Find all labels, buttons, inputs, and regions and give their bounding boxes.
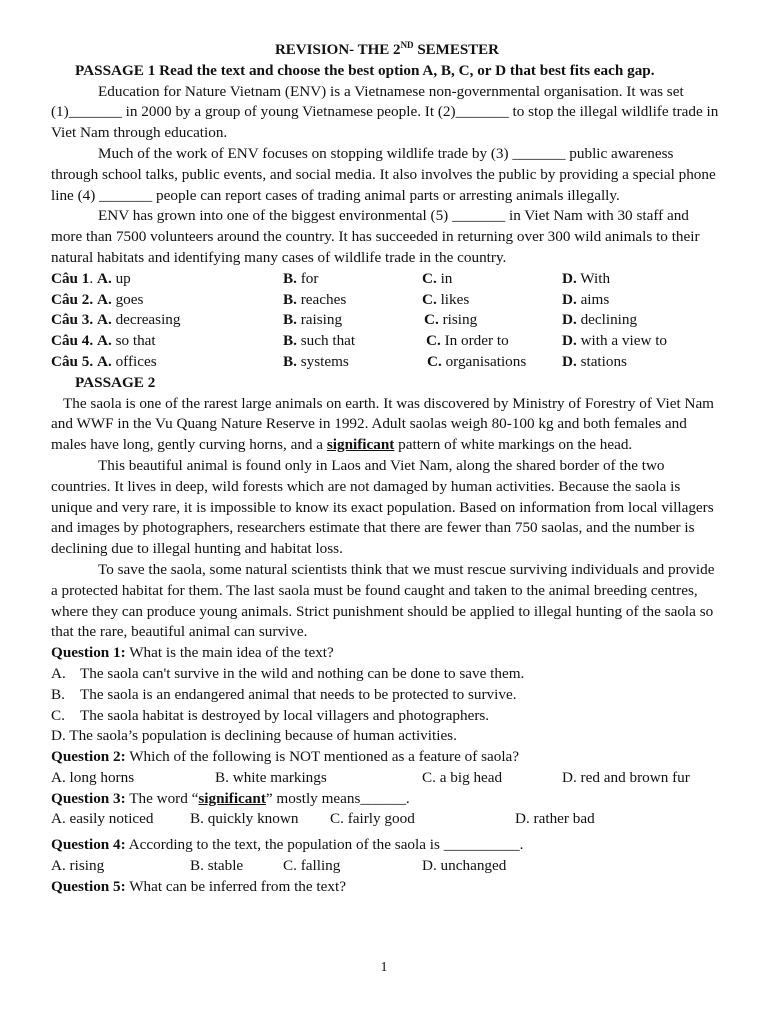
question-row: Câu 2. A. goes B. reaches C. likes D. aims bbox=[51, 290, 610, 308]
question-label: Question 1: bbox=[51, 644, 126, 662]
option-a: A. rising bbox=[51, 857, 105, 875]
question-label: Câu 5. bbox=[51, 352, 94, 370]
question-text: What is the main idea of the text? bbox=[125, 644, 334, 662]
question-label: Câu 4. bbox=[51, 332, 94, 350]
option-d: With bbox=[580, 269, 611, 287]
question-2 bbox=[51, 747, 723, 789]
question-label: Câu 1 bbox=[51, 269, 90, 287]
option-b: B. white markings bbox=[215, 768, 327, 786]
option-c: C. falling bbox=[283, 857, 341, 875]
document-body bbox=[51, 40, 723, 898]
option-a: A. The saola can't survive in the wild and nothing can be done to save them. bbox=[51, 664, 525, 682]
option-b: reaches bbox=[300, 290, 347, 308]
option-a: A. easily noticed bbox=[51, 810, 154, 828]
option-d: D. unchanged bbox=[422, 857, 507, 875]
question-label: Question 5: bbox=[51, 877, 126, 895]
option-b: B. quickly known bbox=[190, 810, 299, 828]
question-label: Question 3: bbox=[51, 789, 126, 807]
question-row: Câu 5. A. offices B. systems C. organisations D. stations bbox=[51, 352, 627, 370]
option-a: so that bbox=[115, 332, 156, 350]
option-a: decreasing bbox=[115, 311, 181, 329]
option-c: C. a big head bbox=[422, 768, 503, 786]
option-c: likes bbox=[440, 290, 470, 308]
passage1-paragraph-2: Much of the work of ENV focuses on stopping wildlife trade by (3) _______ public awareness through school talks, public events, and social media. It also involves the public by providing a special phone line (4) _______ people can report cases of trading animal parts or arresting animals illegally. bbox=[51, 144, 716, 204]
passage2-paragraph-2: This beautiful animal is found only in Laos and Viet Nam, along the shared border of the two countries. It lives in deep, wild forests which are not damaged by human activities. Because the saola is unique and very rare, it is impossible to know its exact population. Based on information from local villagers and images by photographers, researchers estimate that there are fewer than 750 saolas, and the number is declining due to illegal hunting and habitat loss. bbox=[51, 456, 714, 558]
passage1-heading: PASSAGE 1 Read the text and choose the best option A, B, C, or D that best fits each gap. bbox=[75, 61, 655, 79]
question-label: Question 4: bbox=[51, 836, 126, 854]
question-row: Câu 4. A. so that B. such that C. In order to D. with a view to bbox=[51, 332, 668, 350]
option-b: systems bbox=[300, 352, 349, 370]
passage1-questions bbox=[51, 269, 723, 373]
option-c: In order to bbox=[444, 332, 509, 350]
question-row: Câu 1. A. up B. for C. in D. With bbox=[51, 269, 611, 287]
option-d: with a view to bbox=[580, 332, 668, 350]
passage2-paragraph-1: The saola is one of the rarest large animals on earth. It was discovered by Ministry of Forestry of Viet Nam and WWF in the Vu Quang Nature Reserve in 1992. Adult saolas weigh 80-100 kg and both females and males have long, gently curving horns, and a significant pattern of white markings on the head. bbox=[51, 394, 714, 454]
option-c: in bbox=[440, 269, 453, 287]
option-c: organisations bbox=[445, 352, 527, 370]
passage2-paragraph-3: To save the saola, some natural scientists think that we must rescue surviving individuals and provide a protected habitat for them. The last saola must be found caught and taken to the animal breeding centres, where they can produce young animals. Strict punishment should be applied to illegal hunting of the saola so that the rare, beautiful animal can survive. bbox=[51, 560, 715, 641]
option-c: rising bbox=[442, 311, 478, 329]
passage1-paragraph-3: ENV has grown into one of the biggest environmental (5) _______ in Viet Nam with 30 staff and more than 7500 volunteers around the country. It has succeeded in returning over 300 wild animals to their natural habitats and identifying many cases of wildlife trade in the country. bbox=[51, 207, 700, 266]
page-title: REVISION- THE 2ND SEMESTER bbox=[274, 40, 500, 58]
option-b: B. The saola is an endangered animal that needs to be protected to survive. bbox=[51, 685, 517, 703]
option-c: C. fairly good bbox=[330, 810, 415, 828]
highlighted-word: significant bbox=[198, 789, 266, 807]
option-a: offices bbox=[115, 352, 157, 370]
question-5 bbox=[51, 877, 723, 898]
option-b: raising bbox=[300, 311, 343, 329]
question-label: Question 2: bbox=[51, 748, 126, 766]
option-d: D. red and brown fur bbox=[562, 768, 690, 786]
question-1 bbox=[51, 643, 723, 747]
option-a: A. long horns bbox=[51, 768, 135, 786]
question-3: Question 3: The word “significant” mostly means______. A. easily noticed B. quickly known C. fairly good D. rather bad bbox=[51, 789, 723, 831]
option-a: up bbox=[115, 269, 131, 287]
option-a: goes bbox=[115, 290, 144, 308]
page-number: 1 bbox=[380, 960, 388, 975]
question-label: Câu 3. bbox=[51, 311, 94, 329]
option-b: for bbox=[300, 269, 319, 287]
option-c: C. The saola habitat is destroyed by local villagers and photographers. bbox=[51, 706, 490, 724]
question-row: Câu 3. A. decreasing B. raising C. rising D. declining bbox=[51, 311, 638, 329]
option-b: such that bbox=[300, 332, 356, 350]
highlighted-word: significant bbox=[326, 436, 395, 454]
question-text: According to the text, the population of the saola is __________. bbox=[125, 836, 524, 854]
option-d: aims bbox=[580, 290, 610, 308]
passage1-paragraph-1: Education for Nature Vietnam (ENV) is a Vietnamese non-governmental organisation. It was set (1)_______ in 2000 by a group of young Vietnamese people. It (2)_______ to stop the illegal wildlife trade in Viet Nam through education. bbox=[51, 82, 719, 142]
option-d: stations bbox=[580, 352, 627, 370]
option-d: declining bbox=[580, 311, 638, 329]
option-b: B. stable bbox=[190, 857, 244, 875]
option-d: D. rather bad bbox=[515, 810, 595, 828]
question-text: Which of the following is NOT mentioned as a feature of saola? bbox=[125, 748, 520, 766]
question-text: What can be inferred from the text? bbox=[125, 877, 346, 895]
question-4 bbox=[51, 835, 723, 877]
question-label: Câu 2. bbox=[51, 290, 94, 308]
passage2-heading: PASSAGE 2 bbox=[75, 373, 156, 391]
option-d: D. The saola’s population is declining because of human activities. bbox=[51, 727, 457, 745]
